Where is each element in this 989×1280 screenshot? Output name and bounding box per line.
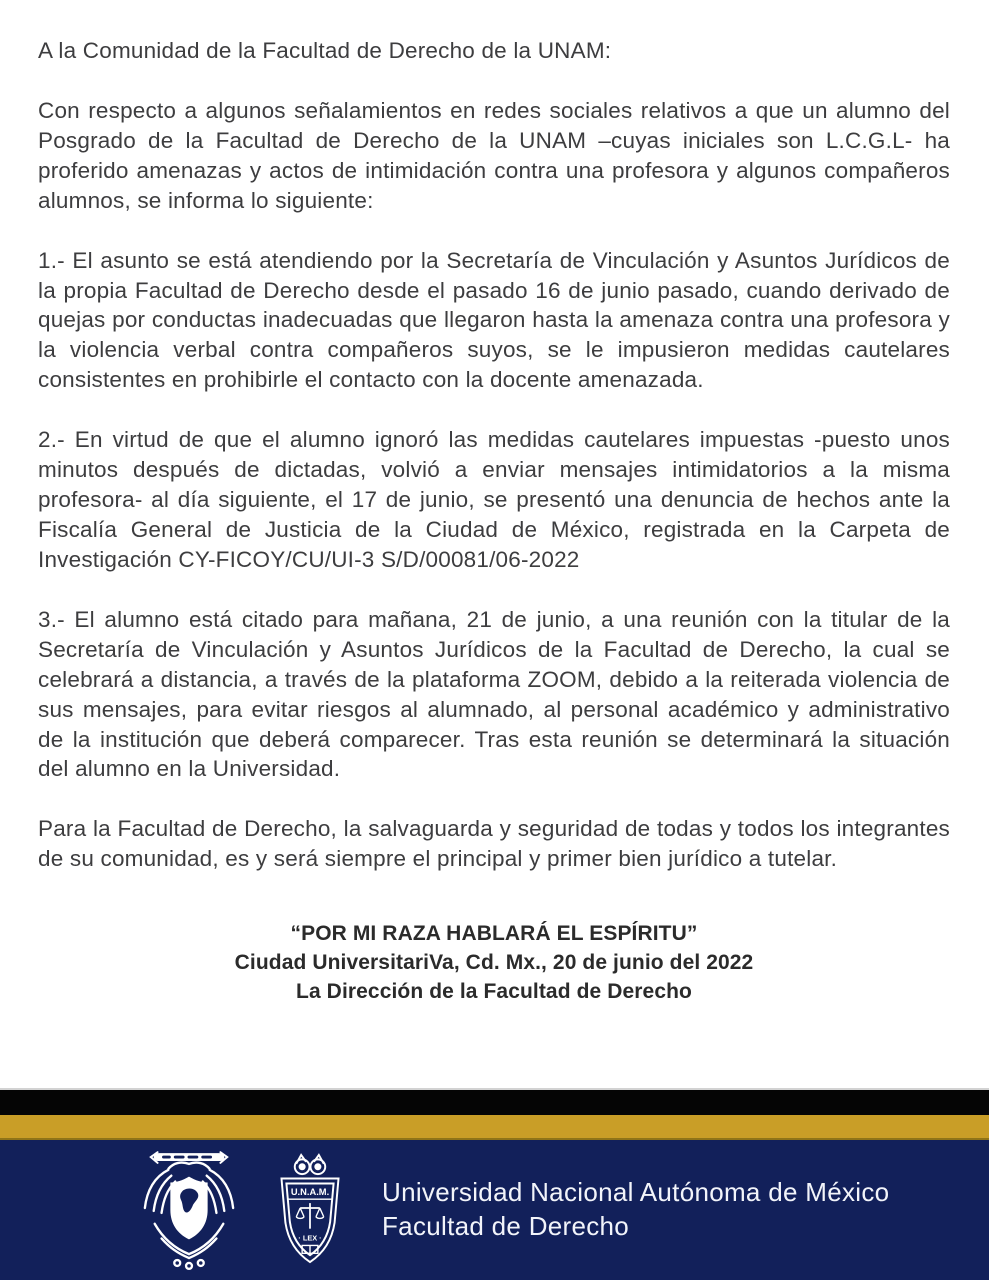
closing-paragraph: Para la Facultad de Derecho, la salvaguarda y seguridad de todas y todos los integrantes de su comunidad, es y será siempre el principal y primer bien jurídico a tutelar. bbox=[38, 816, 950, 872]
numbered-paragraph-1: 1.- El asunto se está atendiendo por la Secretaría de Vinculación y Asuntos Jurídicos de la propia Facultad de Derecho desde el pasado 16 de junio pasado, cuando derivado de quejas por conductas inadecuadas que llegaron hasta la amenaza contra una profesora y la violencia verbal contra compañeros suyos, se le impusieron medidas cautelares consistentes en prohibirle el contacto con la docente amenazada. bbox=[38, 247, 950, 393]
shield-lex-text: · LEX · bbox=[298, 1233, 322, 1243]
place-date-line: Ciudad UniversitariVa, Cd. Mx., 20 de junio del 2022 bbox=[234, 951, 754, 975]
numbered-paragraph-2: 2.- En virtud de que el alumno ignoró las medidas cautelares impuestas -puesto unos minutos después de dictadas, volvió a enviar mensajes intimidatorios a la misma profesora- al día siguiente, el 17 de junio, se presentó una denuncia de hechos ante la Fiscalía General de Justicia de la Ciudad de México, registrada en la Carpeta de Investigación CY-FICOY/CU/UI-3 S/D/00081/06-2022 bbox=[38, 427, 950, 572]
faculty-name: Facultad de Derecho bbox=[382, 1211, 630, 1241]
intro-paragraph: Con respecto a algunos señalamientos en redes sociales relativos a que un alumno del Posgrado de la Facultad de Derecho de la UNAM –cuyas iniciales son L.C.G.L- ha proferido amenazas y actos de intimidación contra una profesora y algunos compañeros alumnos, se informa lo siguiente: bbox=[38, 97, 950, 213]
black-stripe bbox=[0, 1090, 989, 1115]
footer-banner bbox=[0, 1140, 989, 1280]
university-name: Universidad Nacional Autónoma de México bbox=[382, 1177, 890, 1208]
unam-crest-icon bbox=[138, 1148, 240, 1272]
shield-unam-text: U.N.A.M. bbox=[290, 1187, 330, 1198]
salutation: A la Comunidad de la Facultad de Derecho de la UNAM: bbox=[38, 38, 612, 63]
closing-block bbox=[38, 920, 950, 1007]
footer-text-block bbox=[382, 1176, 889, 1244]
law-faculty-shield-icon bbox=[270, 1152, 350, 1268]
signature-line: La Dirección de la Facultad de Derecho bbox=[296, 980, 692, 1004]
motto-line: “POR MI RAZA HABLARÁ EL ESPÍRITU” bbox=[290, 922, 698, 946]
numbered-paragraph-3: 3.- El alumno está citado para mañana, 21 de junio, a una reunión con la titular de la Secretaría de Vinculación y Asuntos Jurídicos de la Facultad de Derecho, la cual se celebrará a distancia, a través de la plataforma ZOOM, debido a la reiterada violencia de sus mensajes, para evitar riesgos al alumnado, al personal académico y administrativo de la institución que deberá comparecer. Tras esta reunión se determinará la situación del alumno en la Universidad. bbox=[38, 606, 950, 782]
gold-stripe bbox=[0, 1115, 989, 1140]
